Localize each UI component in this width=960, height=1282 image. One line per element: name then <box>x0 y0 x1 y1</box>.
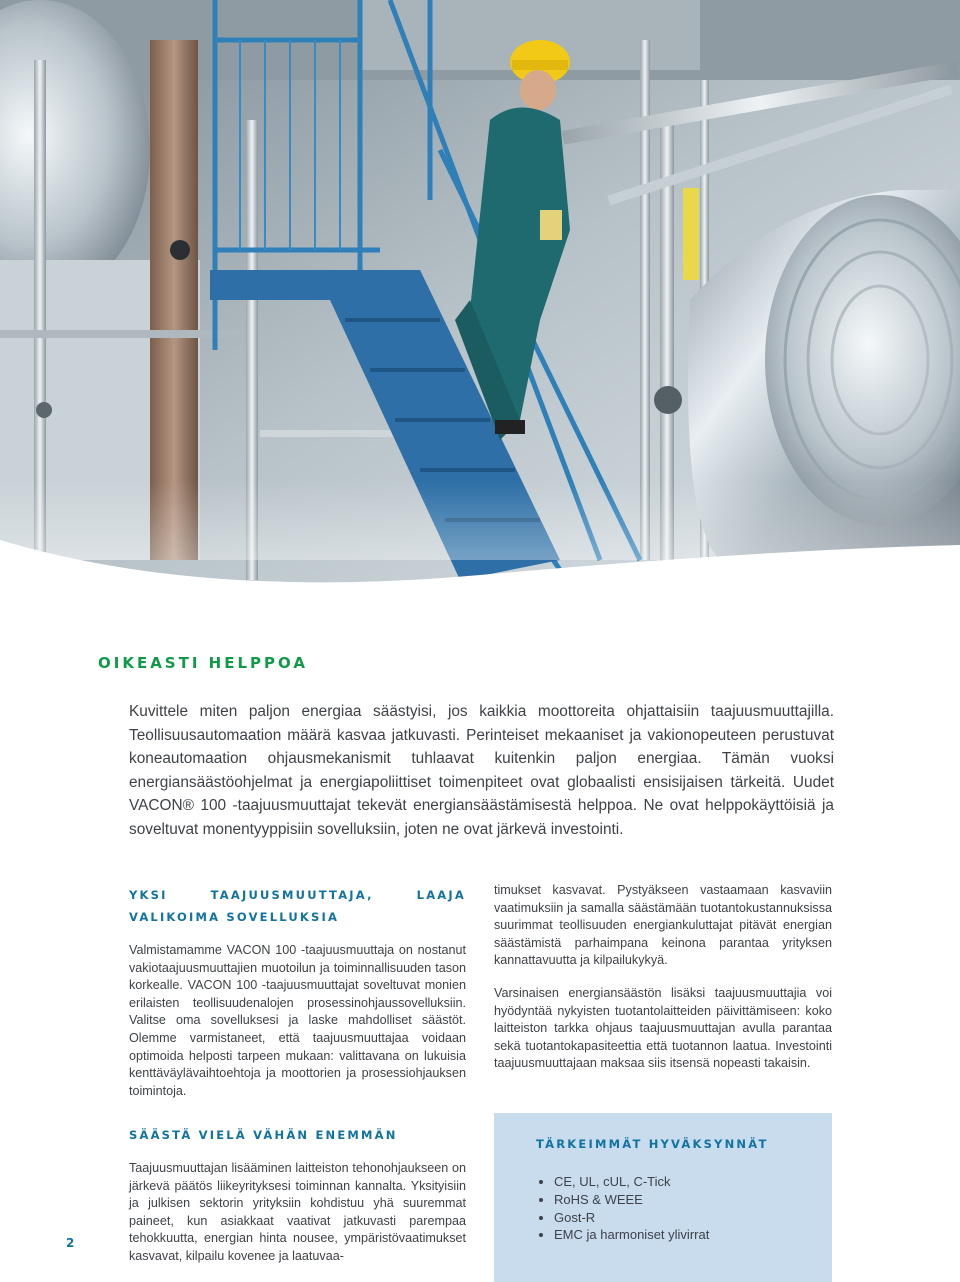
approval-item: • EMC ja harmoniset ylivirrat <box>554 1226 709 1244</box>
approval-item: • CE, UL, cUL, C-Tick <box>554 1173 709 1191</box>
section1-heading: YKSI TAAJUUSMUUTTAJA, LAAJA VALIKOIMA SOVELLUKSIA <box>129 888 466 924</box>
right-paragraph-2: Varsinaisen energiansäästön lisäksi taajuusmuuttajia voi hyödyntää nykyisten tuotantolaitteiden päivittämiseen: koko laitteiston tarkka ohjaus taajuusmuuttajan avulla parantaa sekä tuotantokapasiteettia että tuotannon laatua. Investointi taajuusmuuttajaan maksaa siis itsensä nopeasti takaisin. <box>494 985 832 1071</box>
section2-heading: SÄÄSTÄ VIELÄ VÄHÄN ENEMMÄN <box>129 1128 398 1142</box>
approvals-box <box>494 1113 832 1282</box>
left-column <box>129 884 466 1115</box>
section1-body: Valmistamamme VACON 100 -taajuusmuuttaja on nostanut vakiotaajuusmuuttajien muotoilun ja toiminnallisuuden tason korkealle. VACON 100 -taajuusmuuttajat soveltuvat monien erilaisten teollisuudenalojen prosessinohjaussovelluksiin. Valitse oma sovelluksesi ja laske mahdolliset säästöt. Olemme varmistaneet, että taajuusmuuttajaa voidaan optimoida helposti tarpeen mukaan: valittavana on lukuisia kenttäväylävaihtoehtoja ja moottorien ja prosessiohjauksen toimintoja. <box>129 943 466 1098</box>
right-column <box>494 882 832 1088</box>
approval-item: • RoHS & WEEE <box>554 1191 709 1209</box>
page-number: 2 <box>66 1236 75 1250</box>
page-title: OIKEASTI HELPPOA <box>98 654 308 672</box>
lead-paragraph: Kuvittele miten paljon energiaa säästyisi, jos kaikkia moottoreita ohjattaisiin taajuusmuuttajilla. Teollisuusautomaation määrä kasvaa jatkuvasti. Perinteiset mekaaniset ja vakionopeuteen perustuvat koneautomaation ohjausmekanismit tuhlaavat kuitenkin paljon energiaa. Tämän vuoksi energiansäästöohjelmat ja energiapoliittiset toimenpiteet ovat globaalisti ensisijaisen tärkeitä. Uudet VACON® 100 -taajuusmuuttajat tekevät energiansäästämisestä helppoa. Ne ovat helppokäyttöisiä ja soveltuvat monentyyppisiin sovelluksiin, joten ne ovat järkevä investointi. <box>129 703 834 838</box>
left-column-2 <box>129 1124 466 1281</box>
right-paragraph-1: timukset kasvavat. Pystyäkseen vastaamaan kasvaviin vaatimuksiin ja samalla säästämään tuotantokustannuksissa suurimmat teollisuuden energiankuluttajat pitävät energian säästämistä parhaimpana keinona parantaa yrityksen kannattavuutta ja kilpailukykyä. <box>494 883 832 968</box>
section2-body: Taajuusmuuttajan lisääminen laitteiston tehonohjaukseen on järkevä päätös liikeyrityksesi toiminnan kannalta. Yksityisiin ja julkisen sektorin yrityksiin kohdistuu yhä suuremmat paineet, kun asiakkaat vaativat jatkuvasti parempaa tehokkuutta, energian hinta nousee, ympäristövaatimukset kasvavat, kilpailu kovenee ja laatuvaa- <box>129 1161 466 1263</box>
approvals-list <box>536 1173 709 1244</box>
hero-photo <box>0 0 960 600</box>
approvals-heading: TÄRKEIMMÄT HYVÄKSYNNÄT <box>536 1137 769 1151</box>
approval-item: • Gost-R <box>554 1209 709 1227</box>
